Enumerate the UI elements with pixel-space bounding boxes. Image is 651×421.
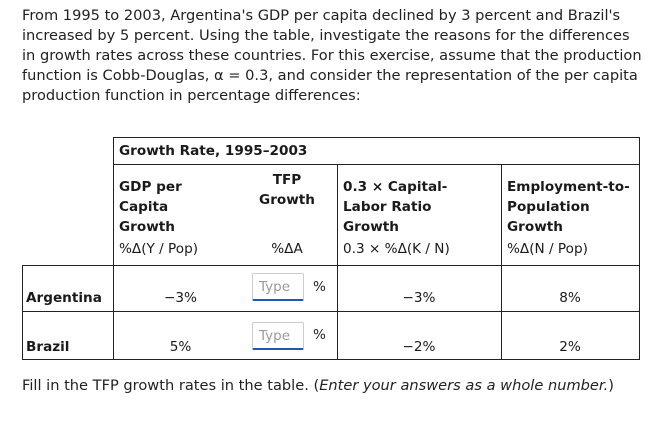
table-border bbox=[337, 164, 338, 360]
table-border bbox=[639, 137, 640, 360]
instruction-text bbox=[22, 376, 614, 396]
table-border bbox=[22, 265, 23, 360]
instruction-emphasis: Enter your answers as a whole number. bbox=[319, 377, 609, 394]
cell-capital-brazil: −2% bbox=[402, 339, 436, 355]
table-border bbox=[22, 265, 640, 266]
cell-employment-argentina: 8% bbox=[559, 290, 581, 306]
column-header-employment: Employment-to-Population Growth bbox=[507, 179, 630, 235]
column-formula-employment: %Δ(N / Pop) bbox=[507, 241, 588, 257]
cell-capital-argentina: −3% bbox=[402, 290, 436, 306]
cell-gdp-brazil: 5% bbox=[169, 339, 192, 355]
table-border bbox=[113, 137, 114, 360]
column-header-tfp: TFP Growth bbox=[259, 172, 315, 208]
table-border bbox=[113, 164, 640, 165]
column-header-gdp: GDP per Capita Growth bbox=[119, 179, 182, 235]
tfp-input-brazil[interactable] bbox=[252, 322, 304, 350]
table-group-header: Growth Rate, 1995–2003 bbox=[119, 143, 308, 159]
table-border bbox=[22, 359, 640, 360]
question-text: From 1995 to 2003, Argentina's GDP per capita declined by 3 percent and Brazil's increased by 5 percent. Using the table, investigate the reasons for the differences in growth rates across these countries. For this exercise, assume that the production function is Cobb-Douglas, α = 0.3, and consider the representation of the per capita production function in percentage differences: bbox=[22, 7, 642, 104]
tfp-unit-argentina: % bbox=[313, 279, 326, 295]
column-formula-capital: 0.3 × %Δ(K / N) bbox=[343, 241, 450, 257]
instruction-suffix: ) bbox=[608, 377, 614, 394]
cell-employment-brazil: 2% bbox=[559, 339, 581, 355]
row-label-argentina: Argentina bbox=[26, 290, 102, 306]
table-border bbox=[113, 137, 640, 138]
table-border bbox=[22, 311, 640, 312]
tfp-input-argentina[interactable] bbox=[252, 273, 304, 301]
column-formula-gdp: %Δ(Y / Pop) bbox=[119, 241, 199, 257]
row-label-brazil: Brazil bbox=[26, 339, 70, 355]
table-border bbox=[501, 164, 502, 360]
instruction-prefix: Fill in the TFP growth rates in the table. ( bbox=[22, 377, 320, 394]
tfp-unit-brazil: % bbox=[313, 327, 326, 343]
column-formula-tfp: %ΔA bbox=[271, 241, 303, 257]
column-header-capital: 0.3 × Capital-Labor Ratio Growth bbox=[343, 179, 448, 235]
cell-gdp-argentina: −3% bbox=[164, 290, 197, 306]
